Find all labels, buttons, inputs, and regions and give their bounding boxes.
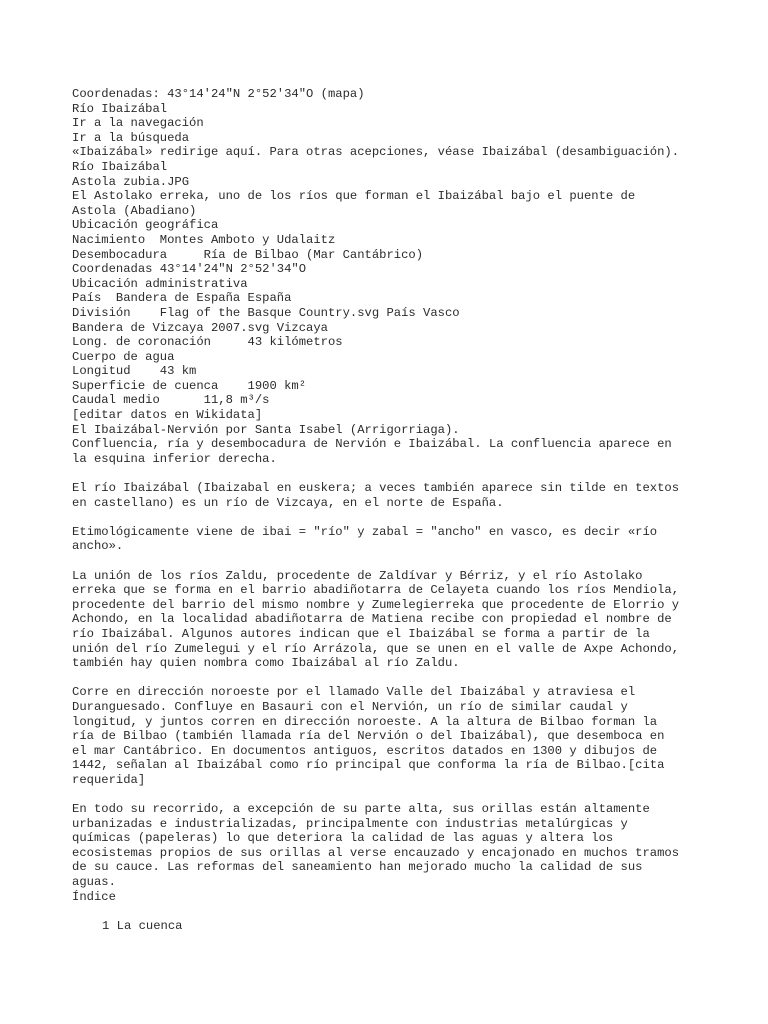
paragraph-line: Corre en dirección noroeste por el llamado Valle del Ibaizábal y atraviesa el	[72, 685, 636, 700]
infobox-title: Río Ibaizábal	[72, 159, 168, 174]
row-mean-flow: Caudal medio 11,8 m³/s	[72, 393, 270, 408]
paragraph-environment	[72, 802, 712, 890]
paragraph-line: río Ibaizábal. Algunos autores indican que el Ibaizábal se forma a partir de la	[72, 626, 650, 641]
paragraph-origin	[72, 569, 712, 671]
paragraph-line: también hay quien nombra como Ibaizábal al río Zaldu.	[72, 656, 460, 671]
section-water-body: Cuerpo de agua	[72, 349, 175, 364]
infobox-block	[72, 87, 712, 466]
paragraph-line: En todo su recorrido, a excepción de su parte alta, sus orillas están altamente	[72, 802, 650, 817]
spacer	[72, 554, 712, 569]
row-length: Longitud 43 km	[72, 364, 197, 379]
index-item-la-cuenca[interactable]: 1 La cuenca	[102, 918, 183, 933]
paragraph-line: químicas (papeleras) lo que deteriora la calidad de las aguas y altera los	[72, 831, 614, 846]
row-source: Nacimiento Montes Amboto y Udalaitz	[72, 232, 336, 247]
paragraph-line: el mar Cantábrico. En documentos antiguos, escritos datados en 1300 y dibujos de	[72, 743, 658, 758]
paragraph-line: Duranguesado. Confluye en Basauri con el Nervión, un río de similar caudal y	[72, 699, 628, 714]
infobox-image-filename: Astola zubia.JPG	[72, 174, 190, 189]
image-caption-1: El Ibaizábal-Nervión por Santa Isabel (Arrigorriaga).	[72, 422, 460, 437]
image-caption-2-cont: la esquina inferior derecha.	[72, 451, 277, 466]
paragraph-line: en castellano) es un río de Vizcaya, en el norte de España.	[72, 495, 504, 510]
spacer	[72, 904, 712, 919]
paragraph-line: procedente del barrio del mismo nombre y Zumelegierreka que procedente de Elorrio y	[72, 597, 680, 612]
section-administrative-location: Ubicación administrativa	[72, 276, 248, 291]
spacer	[72, 466, 712, 481]
paragraph-line: 1442, señalan al Ibaizábal como río principal que conforma la ría de Bilbao.[cita	[72, 758, 665, 773]
coordinates-line: Coordenadas: 43°14′24″N 2°52′34″O (mapa)	[72, 87, 365, 101]
paragraph-intro	[72, 481, 712, 510]
infobox-image-caption-cont: Astola (Abadiano)	[72, 203, 197, 218]
paragraph-line: ecosistemas propios de sus orillas al verse encauzado y encajonado en muchos tramos	[72, 845, 680, 860]
row-country: País Bandera de España España	[72, 291, 292, 306]
edit-wikidata-link[interactable]: [editar datos en Wikidata]	[72, 408, 263, 423]
paragraph-line: de su cauce. Las reformas del saneamiento han mejorado mucho la calidad de sus	[72, 860, 643, 875]
row-division-cont: Bandera de Vizcaya 2007.svg Vizcaya	[72, 320, 328, 335]
skip-to-navigation-link[interactable]: Ir a la navegación	[72, 116, 204, 131]
image-caption-2: Confluencia, ría y desembocadura de Nervión e Ibaizábal. La confluencia aparece en	[72, 437, 672, 452]
paragraph-line: aguas.	[72, 875, 116, 890]
redirect-note: «Ibaizábal» redirige aquí. Para otras acepciones, véase Ibaizábal (desambiguación).	[72, 145, 680, 160]
row-division: División Flag of the Basque Country.svg País Vasco	[72, 305, 460, 320]
paragraph-line: longitud, y juntos corren en dirección noroeste. A la altura de Bilbao forman la	[72, 714, 658, 729]
paragraph-line: Etimológicamente viene de ibai = "río" y zabal = "ancho" en vasco, es decir «río	[72, 524, 658, 539]
title-line: Río Ibaizábal	[72, 101, 168, 116]
skip-to-search-link[interactable]: Ir a la búsqueda	[72, 130, 190, 145]
spacer	[72, 510, 712, 525]
row-basin-area: Superficie de cuenca 1900 km²	[72, 378, 307, 393]
paragraph-line: Achondo, en la localidad abadiñotarra de Matiena recibe con propiedad el nombre de	[72, 612, 672, 627]
document-body	[72, 87, 712, 933]
paragraph-course	[72, 685, 712, 787]
paragraph-line: El río Ibaizábal (Ibaizabal en euskera; a veces también aparece sin tilde en textos	[72, 481, 680, 496]
infobox-image-caption: El Astolako erreka, uno de los ríos que forman el Ibaizábal bajo el puente de	[72, 189, 636, 204]
paragraph-line: urbanizadas e industrializadas, principalmente con industrias metalúrgicas y	[72, 816, 628, 831]
spacer	[72, 671, 712, 686]
paragraph-line: requerida]	[72, 772, 146, 787]
row-mouth: Desembocadura Ría de Bilbao (Mar Cantábrico)	[72, 247, 424, 262]
paragraph-line: ancho».	[72, 539, 124, 554]
paragraph-line: ría de Bilbao (también llamada ría del Nervión o del Ibaizábal), que desemboca en	[72, 729, 665, 744]
index-list	[72, 919, 712, 934]
paragraph-line: unión del río Zumelegui y el río Arrázola, que se unen en el valle de Axpe Achondo,	[72, 641, 680, 656]
paragraph-etymology	[72, 525, 712, 554]
index-heading: Índice	[72, 889, 116, 904]
spacer	[72, 788, 712, 803]
row-crest-length: Long. de coronación 43 kilómetros	[72, 335, 343, 350]
paragraph-line: La unión de los ríos Zaldu, procedente de Zaldívar y Bérriz, y el río Astolako	[72, 568, 643, 583]
section-geographic-location: Ubicación geográfica	[72, 218, 219, 233]
paragraph-line: erreka que se forma en el barrio abadiñotarra de Celayeta cuando los ríos Mendiola,	[72, 583, 680, 598]
row-coordinates: Coordenadas 43°14′24″N 2°52′34″O	[72, 262, 307, 277]
